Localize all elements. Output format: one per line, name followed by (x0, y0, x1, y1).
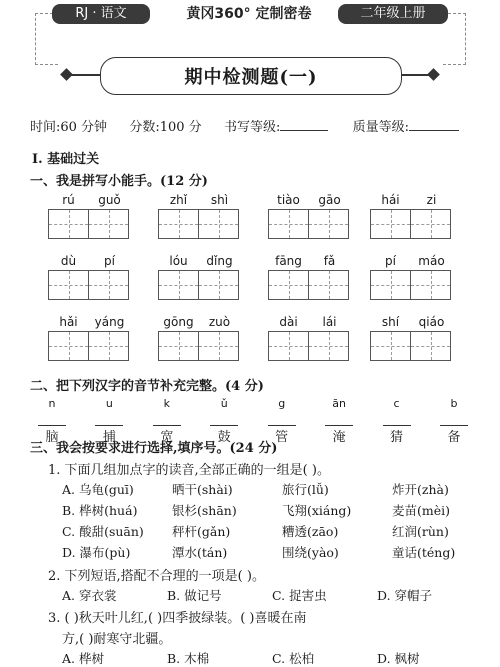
pinyin-label (158, 254, 240, 268)
syllable-hint: ǔ (220, 397, 228, 410)
tianzi-cell[interactable] (268, 331, 309, 361)
pinyin-syllable: tiào (277, 193, 300, 207)
syllable-blank[interactable] (38, 423, 66, 426)
pinyin-label (370, 254, 452, 268)
pinyin-syllable: fǎ (323, 254, 336, 268)
pinyin-label (48, 254, 130, 268)
pinyin-word-block (48, 315, 130, 361)
option-term: 秤杆(gǎn) (172, 524, 231, 539)
pinyin-syllable: lóu (169, 254, 188, 268)
pinyin-word-block (370, 193, 452, 239)
brand-title: 黄冈360° 定制密卷 (186, 6, 312, 22)
syllable-blank[interactable] (383, 423, 411, 426)
option-term: 晒干(shài) (172, 482, 233, 497)
syllable-blank[interactable] (153, 423, 181, 426)
option-row[interactable] (62, 543, 482, 564)
option-term: A. 乌龟(guī) (62, 482, 134, 497)
option-term: 麦苗(mèi) (392, 503, 451, 518)
tianzi-cell[interactable] (268, 209, 309, 239)
pinyin-syllable: pí (104, 254, 115, 268)
sub-question-2-options (62, 586, 482, 604)
option-term: 红润(rùn) (392, 524, 449, 539)
tianzi-cell[interactable] (410, 209, 451, 239)
syllable-blank[interactable] (268, 423, 296, 426)
option-term: 银杉(shān) (172, 503, 237, 518)
tianzi-cell[interactable] (48, 209, 89, 239)
pinyin-word-block (370, 315, 452, 361)
pinyin-label (370, 193, 452, 207)
pinyin-syllable: hǎi (59, 315, 78, 329)
pinyin-syllable: hái (381, 193, 400, 207)
pinyin-word-block (370, 254, 452, 300)
pinyin-syllable: qiáo (418, 315, 445, 329)
exam-time: 时间:60 分钟 (30, 120, 108, 135)
header-frame-right (443, 13, 466, 65)
option-term: C. 酸甜(suān) (62, 524, 144, 539)
info-row (30, 116, 480, 135)
tianzi-cell[interactable] (198, 270, 239, 300)
option-row[interactable] (62, 522, 482, 543)
pinyin-syllable: zhǐ (169, 193, 188, 207)
pinyin-label (48, 193, 130, 207)
pinyin-syllable: shì (210, 193, 229, 207)
syllable-blank[interactable] (325, 423, 353, 426)
pinyin-word-block (268, 254, 350, 300)
tianzi-cell[interactable] (48, 331, 89, 361)
section-heading: Ⅰ. 基础过关 (32, 152, 100, 167)
question-2-title: 二、把下列汉字的音节补充完整。(4 分) (30, 379, 264, 394)
quality-grade-blank[interactable] (409, 118, 459, 131)
syllable-hint: c (393, 397, 400, 410)
option-term: 围绕(yào) (282, 545, 339, 560)
pinyin-label (268, 315, 350, 329)
pinyin-label (48, 315, 130, 329)
tianzi-cell[interactable] (370, 270, 411, 300)
tianzi-cell[interactable] (370, 331, 411, 361)
hanzi-char: 备 (447, 430, 461, 445)
option-term: B. 桦树(huá) (62, 503, 138, 518)
option-row[interactable] (62, 501, 482, 522)
syllable-hint: b (450, 397, 458, 410)
pinyin-word-block (48, 193, 130, 239)
pinyin-word-block (158, 315, 240, 361)
pinyin-label (268, 193, 350, 207)
option-choice[interactable]: A. 穿衣裳 (62, 588, 117, 603)
hanzi-char: 猜 (390, 430, 404, 445)
pinyin-syllable: gōng (163, 315, 194, 329)
tianzi-cell[interactable] (410, 331, 451, 361)
pinyin-word-block (158, 254, 240, 300)
sub-question-1-options (62, 480, 482, 564)
option-term: 旅行(lǚ) (282, 482, 329, 497)
pinyin-syllable: dài (279, 315, 298, 329)
pinyin-syllable: máo (418, 254, 445, 268)
option-choice[interactable]: A. 桦树 (62, 651, 104, 666)
option-choice[interactable]: D. 穿帽子 (377, 588, 433, 603)
sub-question-3-options (62, 649, 482, 667)
grade-tab: 二年级上册 (338, 4, 448, 24)
tianzi-cell[interactable] (158, 331, 199, 361)
pinyin-syllable: yáng (94, 315, 125, 329)
option-choice[interactable]: B. 木棉 (167, 651, 210, 666)
sub-question-3-cont: 方,( )耐寒守北疆。 (62, 632, 172, 647)
tianzi-cell[interactable] (88, 209, 129, 239)
syllable-hint: n (48, 397, 56, 410)
syllable-hint: g (278, 397, 286, 410)
pinyin-word-block (158, 193, 240, 239)
quality-grade-label: 质量等级: (352, 120, 410, 135)
pinyin-label (370, 315, 452, 329)
option-term: 飞翔(xiáng) (282, 503, 352, 518)
tianzi-cell[interactable] (88, 331, 129, 361)
syllable-hint: k (163, 397, 171, 410)
syllable-hint: ān (332, 397, 346, 410)
tianzi-cell[interactable] (370, 209, 411, 239)
syllable-blank[interactable] (95, 423, 123, 426)
option-term: 糟透(zāo) (282, 524, 339, 539)
syllable-item (440, 397, 468, 446)
diamond-icon (427, 68, 440, 81)
option-choice[interactable]: D. 枫树 (377, 651, 420, 666)
option-term: 潭水(tán) (172, 545, 228, 560)
pinyin-label (158, 193, 240, 207)
hanzi-char: 淹 (332, 430, 346, 445)
option-choice[interactable]: C. 松柏 (272, 651, 315, 666)
pinyin-syllable: gāo (318, 193, 341, 207)
pinyin-syllable: zi (426, 193, 437, 207)
pinyin-syllable: dǐng (206, 254, 233, 268)
pinyin-syllable: rú (62, 193, 75, 207)
question-1-title: 一、我是拼写小能手。(12 分) (30, 174, 208, 189)
pinyin-word-block (268, 193, 350, 239)
tianzi-cell[interactable] (308, 270, 349, 300)
tianzi-cell[interactable] (198, 209, 239, 239)
pinyin-label (268, 254, 350, 268)
question-3-title: 三、我会按要求进行选择,填序号。(24 分) (30, 441, 278, 456)
tianzi-cell[interactable] (158, 209, 199, 239)
option-term: 童话(téng) (392, 545, 456, 560)
syllable-item (325, 397, 353, 446)
tianzi-cell[interactable] (268, 270, 309, 300)
pinyin-syllable: shí (381, 315, 400, 329)
tianzi-cell[interactable] (158, 270, 199, 300)
option-term: D. 瀑布(pù) (62, 545, 131, 560)
pinyin-syllable: fāng (275, 254, 302, 268)
sub-question-2: 2. 下列短语,搭配不合理的一项是( )。 (48, 569, 265, 584)
option-choice[interactable]: B. 做记号 (167, 588, 222, 603)
hanzi-char: 宽 (160, 430, 174, 445)
pinyin-syllable: zuò (208, 315, 231, 329)
pinyin-syllable: lái (322, 315, 337, 329)
writing-grade-label: 书写等级: (223, 120, 281, 135)
tianzi-cell[interactable] (88, 270, 129, 300)
tianzi-cell[interactable] (48, 270, 89, 300)
writing-grade-blank[interactable] (280, 118, 328, 131)
hanzi-char: 鼓 (217, 430, 231, 445)
syllable-blank[interactable] (210, 423, 238, 426)
exam-score: 分数:100 分 (129, 120, 202, 135)
tianzi-cell[interactable] (410, 270, 451, 300)
tianzi-cell[interactable] (308, 209, 349, 239)
pinyin-syllable: guǒ (98, 193, 121, 207)
subject-tab: RJ · 语文 (52, 4, 150, 24)
option-term: 炸开(zhà) (392, 482, 449, 497)
pinyin-syllable: dù (60, 254, 77, 268)
hanzi-char: 管 (275, 430, 289, 445)
hanzi-char: 捕 (102, 430, 116, 445)
syllable-blank[interactable] (440, 423, 468, 426)
hanzi-char: 脑 (45, 430, 59, 445)
pinyin-word-block (268, 315, 350, 361)
syllable-item (383, 397, 411, 446)
option-choice[interactable]: C. 捉害虫 (272, 588, 327, 603)
sub-question-1: 1. 下面几组加点字的读音,全部正确的一组是( )。 (48, 463, 330, 478)
syllable-hint: u (105, 397, 113, 410)
option-row[interactable] (62, 480, 482, 501)
diamond-icon (60, 68, 73, 81)
tianzi-cell[interactable] (308, 331, 349, 361)
pinyin-word-block (48, 254, 130, 300)
pinyin-label (158, 315, 240, 329)
exam-title: 期中检测题(一) (100, 57, 402, 95)
pinyin-syllable: pí (385, 254, 396, 268)
sub-question-3: 3. ( )秋天叶儿红,( )四季披绿装。( )喜暖在南 (48, 611, 307, 626)
tianzi-cell[interactable] (198, 331, 239, 361)
